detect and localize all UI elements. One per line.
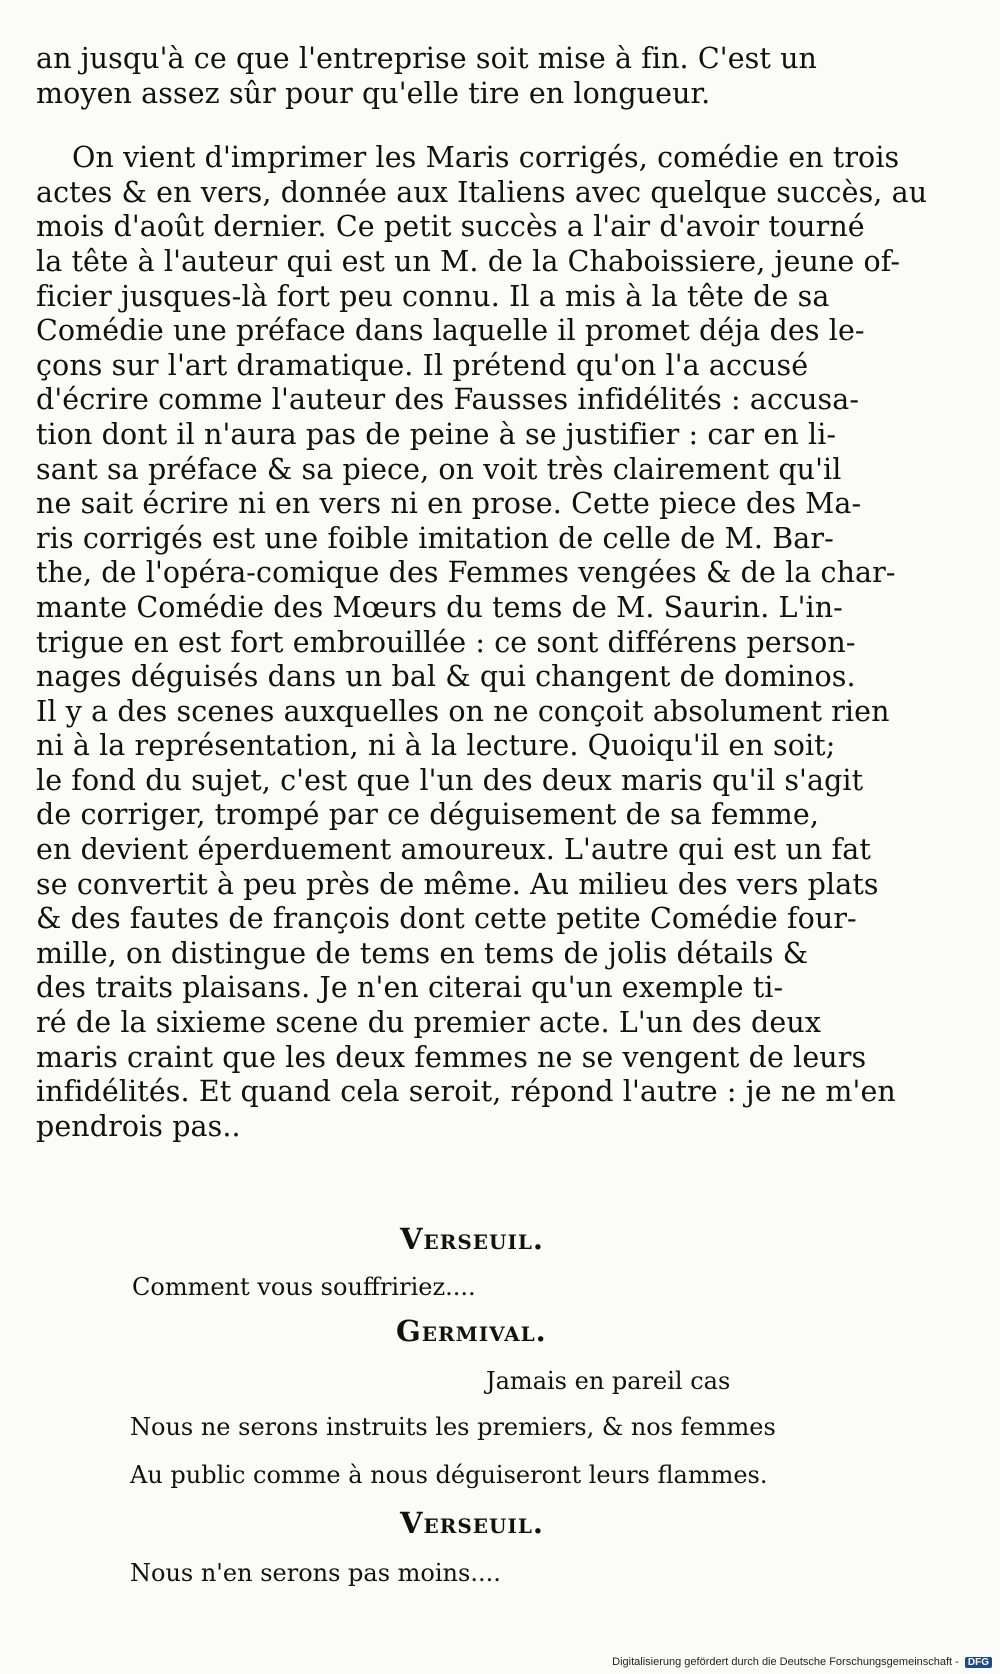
- digitization-credit: [612, 1656, 992, 1668]
- credit-text: Digitalisierung gefördert durch die Deutsche Forschungsgemeinschaft -: [612, 1656, 959, 1668]
- text-line: ris corrigés est une foible imitation de celle de M. Bar-: [36, 521, 834, 555]
- text-line: d'écrire comme l'auteur des Fausses infidélités : accusa-: [36, 383, 860, 417]
- text-line: mante Comédie des Mœurs du tems de M. Saurin. L'in-: [36, 590, 843, 624]
- text-line: & des fautes de françois dont cette petite Comédie four-: [36, 902, 857, 936]
- text-line: mois d'août dernier. Ce petit succès a l'air d'avoir tourné: [36, 210, 865, 244]
- paragraph-gap: [36, 111, 936, 141]
- text-line: sant sa préface & sa piece, on voit très clairement qu'il: [36, 452, 842, 486]
- text-line: an jusqu'à ce que l'entreprise soit mise à fin. C'est un: [36, 42, 818, 75]
- text-line: des traits plaisans. Je n'en citerai qu'un exemple ti-: [36, 971, 784, 1005]
- text-line: le fond du sujet, c'est que l'un des deux maris qu'il s'agit: [36, 763, 864, 797]
- verse-line: Au public comme à nous déguiseront leurs flammes.: [130, 1461, 768, 1489]
- text-line: ne sait écrire ni en vers ni en prose. Cette piece des Ma-: [36, 487, 862, 521]
- text-line: pendrois pas..: [36, 1109, 241, 1143]
- body-text: [36, 42, 936, 1144]
- text-line: çons sur l'art dramatique. Il prétend qu'on l'a accusé: [36, 348, 809, 382]
- dfg-logo: DFG: [965, 1657, 992, 1668]
- text-line: la tête à l'auteur qui est un M. de la Chaboissiere, jeune of-: [36, 244, 901, 278]
- text-line: ré de la sixieme scene du premier acte. L'un des deux: [36, 1006, 821, 1040]
- text-line: trigue en est fort embrouillée : ce sont différens person-: [36, 625, 856, 659]
- text-line: maris craint que les deux femmes ne se vengent de leurs: [36, 1040, 867, 1074]
- verse-line: Comment vous souffririez....: [132, 1273, 476, 1301]
- text-line: infidélités. Et quand cela seroit, répond l'autre : je ne m'en: [36, 1075, 896, 1109]
- text-line: the, de l'opéra-comique des Femmes vengées & de la char-: [36, 556, 896, 590]
- text-line: moyen assez sûr pour qu'elle tire en longueur.: [36, 76, 711, 110]
- verse-line: Nous n'en serons pas moins....: [130, 1559, 501, 1587]
- text-line: de corriger, trompé par ce déguisement de sa femme,: [36, 798, 820, 832]
- speaker-name: Germival.: [396, 1314, 547, 1348]
- verse-line: Nous ne serons instruits les premiers, & nos femmes: [130, 1413, 776, 1441]
- text-line: en devient éperduement amoureux. L'autre qui est un fat: [36, 833, 871, 867]
- verse-line: Jamais en pareil cas: [486, 1367, 731, 1395]
- speaker-name: Verseuil.: [400, 1222, 545, 1256]
- text-line: se convertit à peu près de même. Au milieu des vers plats: [36, 867, 879, 901]
- text-line: nages déguisés dans un bal & qui changent de dominos.: [36, 660, 856, 694]
- speaker-name: Verseuil.: [400, 1506, 545, 1540]
- text-line: Il y a des scenes auxquelles on ne conçoit absolument rien: [36, 694, 890, 728]
- text-line: ficier jusques-là fort peu connu. Il a mis à la tête de sa: [36, 279, 830, 313]
- text-line: ni à la représentation, ni à la lecture. Quoiqu'il en soit;: [36, 729, 836, 763]
- text-line: Comédie une préface dans laquelle il promet déja des le-: [36, 314, 865, 348]
- text-line: mille, on distingue de tems en tems de jolis détails &: [36, 936, 809, 970]
- text-line: actes & en vers, donnée aux Italiens avec quelque succès, au: [36, 175, 928, 209]
- text-line: tion dont il n'aura pas de peine à se justifier : car en li-: [36, 417, 837, 451]
- text-line: On vient d'imprimer les Maris corrigés, comédie en trois: [72, 141, 900, 175]
